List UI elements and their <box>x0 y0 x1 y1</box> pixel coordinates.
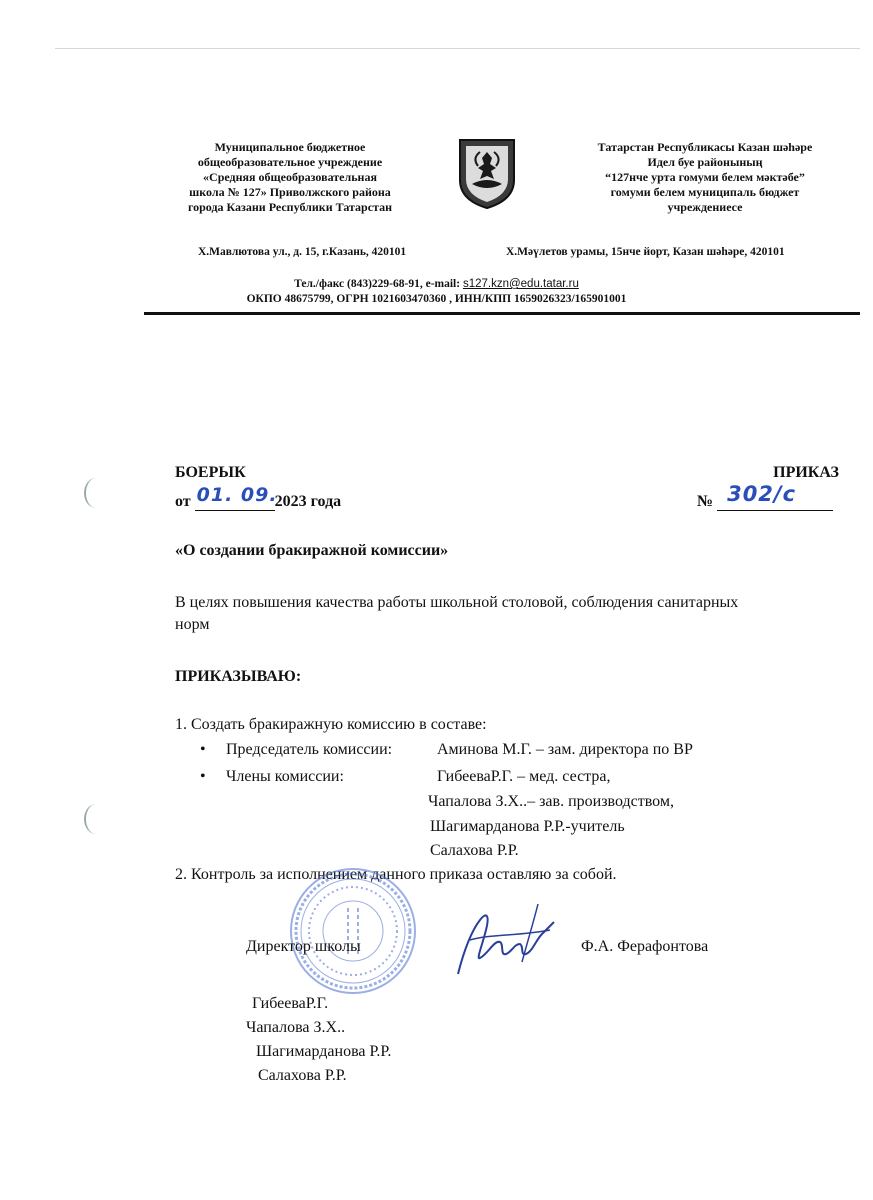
signature-position: Директор школы <box>246 938 361 955</box>
top-edge-line <box>55 48 860 49</box>
date-handwritten: 01. 09. <box>196 484 278 506</box>
chair-value: Аминова М.Г. – зам. директора по ВР <box>437 741 693 758</box>
member-line: Чапалова З.Х..– зав. производством, <box>428 793 674 810</box>
address-right: Х.Мәүлетов урамы, 15нче йорт, Казан шәһәре, 420101 <box>506 246 785 258</box>
header-right-block <box>560 140 850 215</box>
header-left-line: города Казани Республики Татарстан <box>187 200 393 214</box>
chair-label: Председатель комиссии: <box>226 741 393 758</box>
order-subject: «О создании бракиражной комиссии» <box>175 542 449 559</box>
date-prefix: от <box>175 493 191 510</box>
chair-bullet: • <box>200 741 206 758</box>
header-right-line: Идел буе районының <box>647 155 763 169</box>
order-title-russian: ПРИКАЗ <box>773 464 839 481</box>
members-label: Члены комиссии: <box>226 768 344 785</box>
handwritten-signature-icon <box>450 900 560 980</box>
member-line: Шагимарданова Р.Р.-учитель <box>430 818 625 835</box>
number-handwritten: 302/с <box>727 482 797 506</box>
header-right-line: Татарстан Республикасы Казан шәһәре <box>597 140 813 154</box>
item-1: 1. Создать бракиражную комиссию в составе: <box>175 716 487 733</box>
member-line: Салахова Р.Р. <box>430 842 519 859</box>
punch-hole-mark-2 <box>84 804 108 834</box>
header-divider <box>144 312 860 315</box>
contacts-text: Тел./факс (843)229-68-91, e-mail: <box>294 278 463 290</box>
order-number-line <box>697 482 833 511</box>
contacts-line <box>0 278 873 290</box>
header-left-line: общеобразовательное учреждение <box>197 155 383 169</box>
header-right-line: “127нче урта гомуми белем мәктәбе” <box>605 170 805 184</box>
header-left-line: школа № 127» Приволжского района <box>189 185 391 199</box>
order-title-tatar: БОЕРЫК <box>175 464 246 481</box>
number-prefix: № <box>697 493 714 510</box>
header-right-line: учреждениесе <box>667 200 743 214</box>
signature-name: Ф.А. Ферафонтова <box>581 938 709 955</box>
header-right-line: гомуми белем муниципаль бюджет <box>610 185 800 199</box>
order-word: ПРИКАЗЫВАЮ: <box>175 668 302 685</box>
number-field <box>717 482 833 511</box>
punch-hole-mark-1 <box>84 478 108 508</box>
ack-line: Салахова Р.Р. <box>258 1067 347 1084</box>
order-date-line <box>175 484 342 511</box>
ack-line: Шагимарданова Р.Р. <box>256 1043 392 1060</box>
member-line: ГибееваР.Г. – мед. сестра, <box>437 768 611 785</box>
header-left-line: «Средняя общеобразовательная <box>203 170 377 184</box>
round-stamp-icon <box>288 866 418 996</box>
header-left-block <box>150 140 430 215</box>
ack-line: ГибееваР.Г. <box>252 995 329 1012</box>
address-left: Х.Мавлютова ул., д. 15, г.Казань, 420101 <box>198 246 407 258</box>
preamble-line-2: норм <box>175 616 210 633</box>
ack-line: Чапалова З.Х.. <box>246 1019 346 1036</box>
preamble-line-1: В целях повышения качества работы школьной столовой, соблюдения санитарных <box>175 594 739 611</box>
date-suffix: 2023 года <box>274 493 342 510</box>
members-bullet: • <box>200 768 206 785</box>
header-left-line: Муниципальное бюджетное <box>214 140 366 154</box>
date-field <box>195 484 278 511</box>
email-link[interactable]: s127.kzn@edu.tatar.ru <box>462 278 579 290</box>
coat-of-arms-icon <box>456 136 518 210</box>
codes-line: ОКПО 48675799, ОГРН 1021603470360 , ИНН/КПП 1659026323/165901001 <box>246 293 627 305</box>
item-2: 2. Контроль за исполнением данного приказа оставляю за собой. <box>175 866 617 883</box>
